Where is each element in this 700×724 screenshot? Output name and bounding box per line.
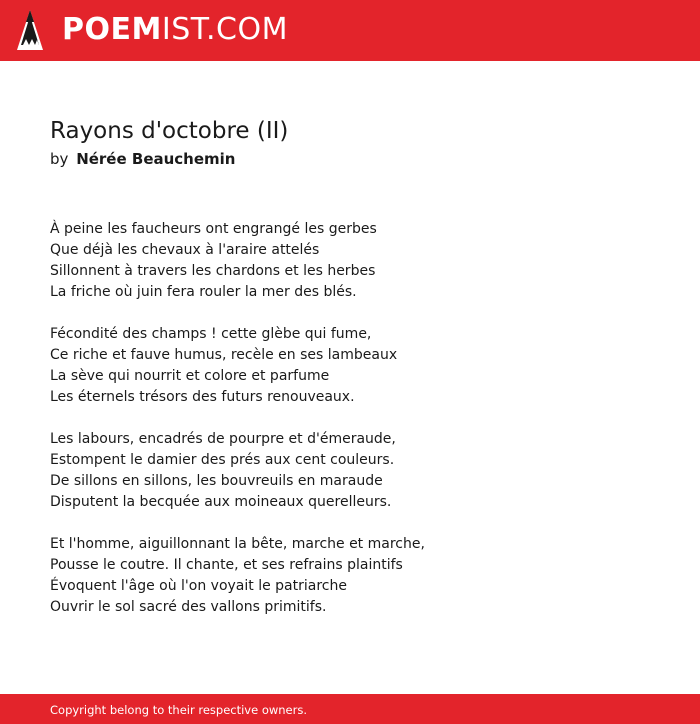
site-header xyxy=(0,0,700,61)
poem-line: Évoquent l'âge où l'on voyait le patriarche xyxy=(50,578,347,594)
poem-line: Fécondité des champs ! cette glèbe qui fume, xyxy=(50,326,372,342)
poem-line: Les labours, encadrés de pourpre et d'émeraude, xyxy=(50,431,396,447)
author-name: Nérée Beauchemin xyxy=(76,150,236,168)
stanza xyxy=(50,534,650,618)
brand-bold: POEM xyxy=(62,12,162,47)
pencil-tip-icon[interactable] xyxy=(16,9,44,51)
poem-line: Pousse le coutre. Il chante, et ses refrains plaintifs xyxy=(50,557,403,573)
poem-line: La sève qui nourrit et colore et parfume xyxy=(50,368,330,384)
stanza xyxy=(50,429,650,513)
stanza xyxy=(50,219,650,303)
poem-line: De sillons en sillons, les bouvreuils en maraude xyxy=(50,473,383,489)
poem-line: Et l'homme, aiguillonnant la bête, marche et marche, xyxy=(50,536,425,552)
poem-title: Rayons d'octobre (II) xyxy=(50,118,289,144)
copyright-text: Copyright belong to their respective owners. xyxy=(50,703,308,717)
poem-line: Que déjà les chevaux à l'araire attelés xyxy=(50,242,320,258)
byline xyxy=(50,149,235,169)
stanza xyxy=(50,324,650,408)
brand-thin: IST.COM xyxy=(161,12,288,47)
site-logo[interactable] xyxy=(62,13,288,47)
poem-line: Ouvrir le sol sacré des vallons primitifs. xyxy=(50,599,327,615)
poem-body xyxy=(50,219,650,639)
poem-line: Estompent le damier des prés aux cent couleurs. xyxy=(50,452,395,468)
poem-line: Sillonnent à travers les chardons et les herbes xyxy=(50,263,376,279)
poem-line: Les éternels trésors des futurs renouveaux. xyxy=(50,389,355,405)
by-label: by xyxy=(50,150,69,168)
site-footer xyxy=(0,694,700,724)
poem-line: Ce riche et fauve humus, recèle en ses lambeaux xyxy=(50,347,398,363)
poem-line: À peine les faucheurs ont engrangé les gerbes xyxy=(50,221,377,237)
poem-line: Disputent la becquée aux moineaux querelleurs. xyxy=(50,494,392,510)
poem-line: La friche où juin fera rouler la mer des blés. xyxy=(50,284,357,300)
